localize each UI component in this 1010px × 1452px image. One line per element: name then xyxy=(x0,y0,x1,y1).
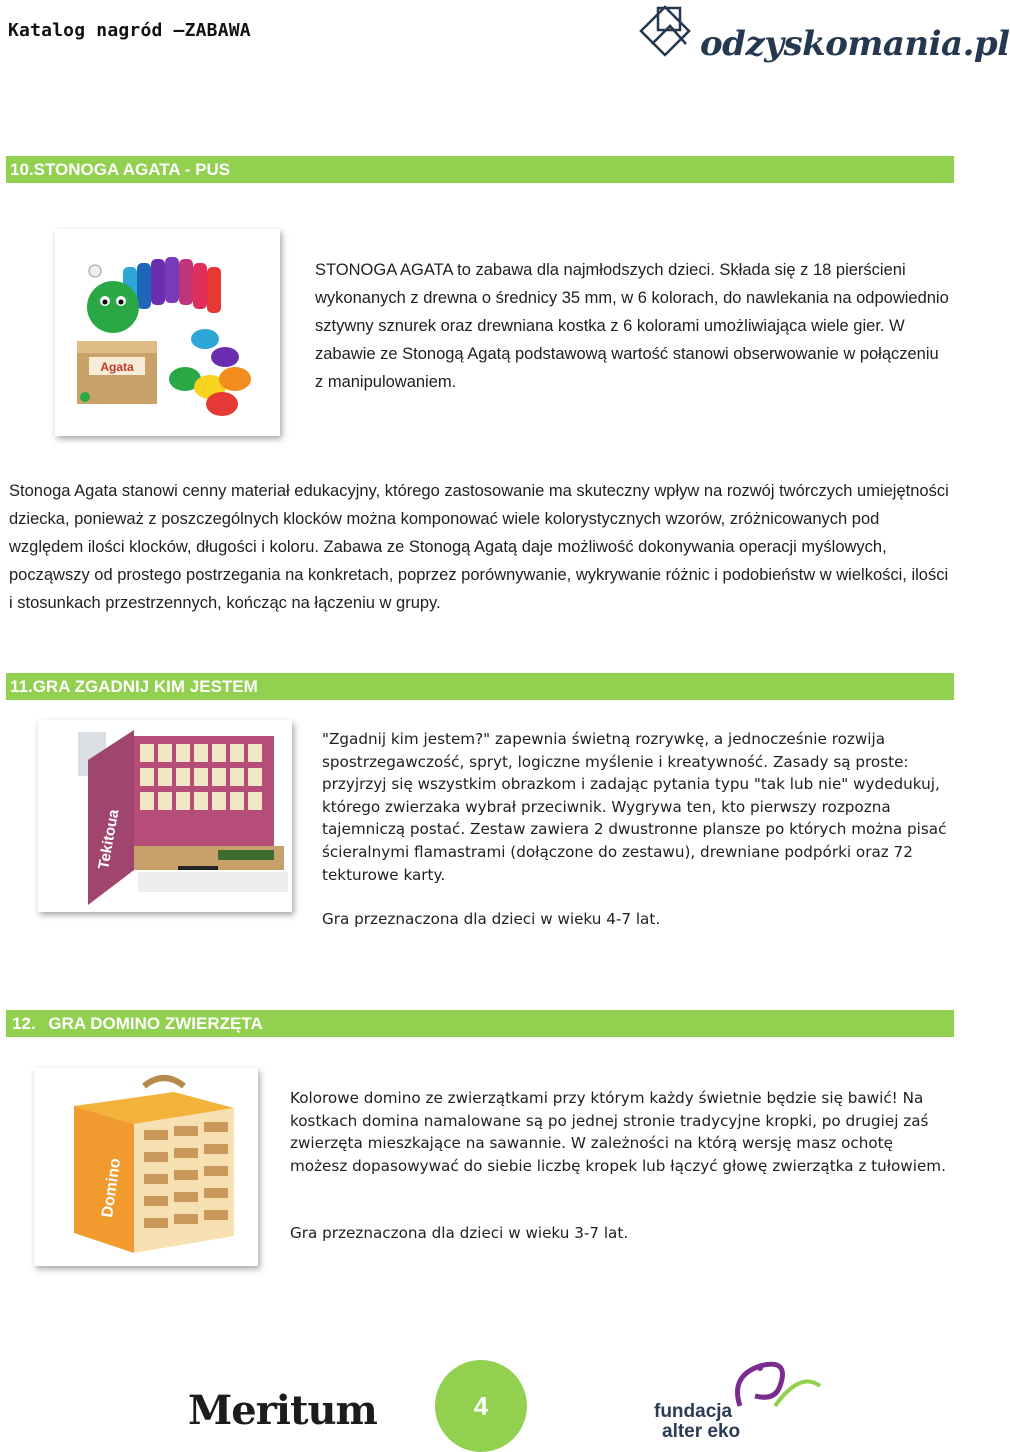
section-10-intro: STONOGA AGATA to zabawa dla najmłodszych dzieci. Składa się z 18 pierścieni wykonanych z drewna o średnicy 35 mm, w 6 kolorach, do nawlekania na odpowiednio sztywny sznurek oraz drewniana kostka z 6 kolorami umożliwiająca wiele gier. W zabawie ze Stonogą Agatą podstawową wartość stanowi obserwowanie w połączeniu z manipulowaniem. xyxy=(315,261,949,391)
section-12-age: Gra przeznaczona dla dzieci w wieku 3-7 lat. xyxy=(290,1224,629,1242)
game-box-label: Tekitoua xyxy=(95,808,123,871)
page-number: 4 xyxy=(435,1360,527,1452)
section-12-description: Kolorowe domino ze zwierzątkami przy którym każdy świetnie będzie się bawić! Na kostkach domina namalowane są po jednej stronie tradycyjne kropki, po drugiej zaś zwierzęta mieszkające na sawannie. W zależności na którą wersję masz ochotę możesz dopasowywać do siebie liczbę kropek lub łączyć głowę zwierzątka z tułowiem. xyxy=(290,1089,946,1175)
meritum-logo xyxy=(188,1387,377,1434)
section-11-description: "Zgadnij kim jestem?" zapewnia świetną rozrywkę, a jednocześnie rozwija spostrzegawczość, spryt, logiczne myślenie i kreatywność. Zasady są proste: przyjrzyj się wszystkim obrazkom i zadając pytania typu "tak lub nie" wydedukuj, którego zwierzaka wybrał przeciwnik. Wygrywa ten, kto pierwszy rozpozna tajemniczą postać. Zestaw zawiera 2 dwustronne plansze po których można pisać ścieralnymi flamastrami (dołączone do zestawu), drewniane podpórki oraz 72 tekturowe karty. xyxy=(322,730,947,884)
alter-eko-swirl-icon xyxy=(720,1356,830,1416)
fundacja-text: fundacja xyxy=(654,1401,733,1422)
section-heading-11: 11.GRA ZGADNIJ KIM JESTEM xyxy=(6,673,954,700)
page-title: Katalog nagród –ZABAWA xyxy=(8,20,251,41)
zgadnij-photo xyxy=(38,720,292,912)
domino-photo xyxy=(34,1068,258,1266)
section-12-number: 12. xyxy=(12,1014,36,1033)
box-label: Agata xyxy=(100,360,134,374)
domino-box-label: Domino xyxy=(99,1157,125,1219)
logo-text: odzyskomania.pl xyxy=(700,24,1010,64)
section-heading-10: 10.STONOGA AGATA - PUS xyxy=(6,156,954,183)
domino-box-icon xyxy=(34,1068,258,1266)
stonoga-photo xyxy=(55,229,280,436)
guess-who-game-icon xyxy=(38,720,292,912)
section-11-age: Gra przeznaczona dla dzieci w wieku 4-7 lat. xyxy=(322,910,661,928)
meritum-logo-text: Meritum xyxy=(188,1387,377,1434)
section-12-title: GRA DOMINO ZWIERZĘTA xyxy=(48,1014,263,1033)
caterpillar-toy-icon xyxy=(55,229,280,436)
fundacja-alter-eko-logo xyxy=(650,1356,830,1442)
alter-eko-text: alter eko xyxy=(662,1421,741,1442)
section-heading-12 xyxy=(6,1010,954,1037)
section-10-body: Stonoga Agata stanowi cenny materiał edukacyjny, którego zastosowanie ma skuteczny wpływ na rozwój twórczych umiejętności dziecka, ponieważ z poszczególnych klocków można komponować wiele kolorystycznych wzorów, zróżnicowanych pod względem ilości klocków, długości i koloru. Zabawa ze Stonogą Agatą daje możliwość dokonywania operacji myślowych, począwszy od prostego postrzegania na konkretach, poprzez porównywanie, wykrywanie różnic i podobieństw w wielkości, ilości i stosunkach przestrzennych, kończąc na łączeniu w grupy. xyxy=(9,482,949,612)
